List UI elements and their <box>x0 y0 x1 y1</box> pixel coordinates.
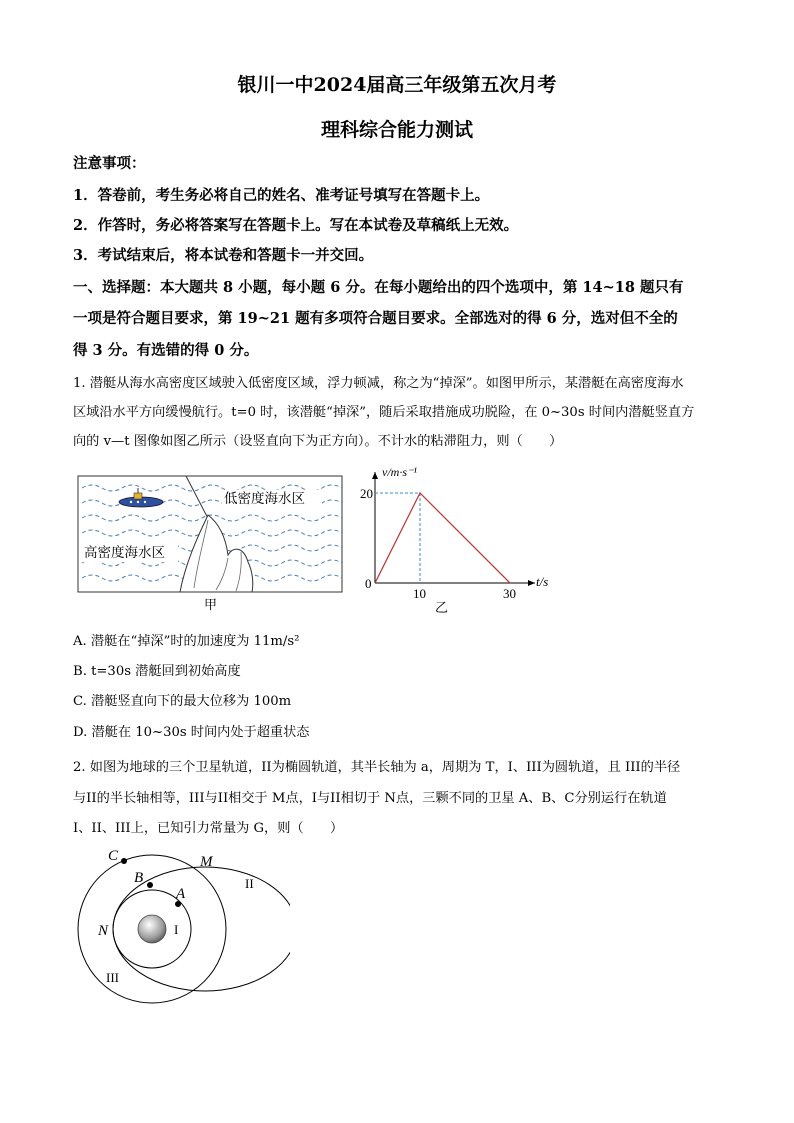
q1-stem: 区域沿水平方向缓慢航行。t=0 时，该潜艇“掉深”，随后采取措施成功脱险，在 0~30s 时间内潜艇竖直方 <box>73 405 695 420</box>
label-iii: III <box>106 970 119 985</box>
high-density-label: 高密度海水区 <box>84 545 165 560</box>
satellite-c <box>121 858 127 864</box>
y-axis-label: v/m·s⁻¹ <box>382 465 417 479</box>
section-instruction: 一、选择题：本大题共 8 小题，每小题 6 分。在每小题给出的四个选项中，第 14~18 题只有 <box>73 279 684 296</box>
section-instruction: 一项是符合题目要求，第 19~21 题有多项符合题目要求。全部选对的得 6 分，选对但不全的 <box>73 310 678 327</box>
figure-b-caption: 乙 <box>435 600 449 615</box>
label-a: A <box>176 886 186 902</box>
satellite-b <box>147 882 153 888</box>
exam-subtitle: 理科综合能力测试 <box>320 119 473 141</box>
q1-stem: 向的 v—t 图像如图乙所示（设竖直向下为正方向）。不计水的粘滞阻力，则（ ） <box>73 434 563 449</box>
q1-option-c[interactable]: C. 潜艇竖直向下的最大位移为 100m <box>73 694 292 709</box>
x-tick-label: 10 <box>413 586 426 601</box>
series-line-v <box>375 493 510 583</box>
figure-vt-chart <box>360 462 560 617</box>
figure-a-caption: 甲 <box>204 597 218 612</box>
earth-icon <box>138 915 166 943</box>
notice-item: 3．考试结束后，将本试卷和答题卡一并交回。 <box>73 247 374 264</box>
q2-stem: 与II的半长轴相等，III与II相交于 M点，I与II相切于 N点，三颗不同的卫星 A、B、C分别运行在轨道 <box>73 791 667 806</box>
x-tick-label: 30 <box>503 586 516 601</box>
low-density-label: 低密度海水区 <box>224 491 305 506</box>
exam-title: 银川一中2024届高三年级第五次月考 <box>237 74 557 96</box>
x-axis-label: t/s <box>536 574 549 589</box>
figure-orbits <box>70 840 290 1015</box>
q2-stem: I、II、III上，已知引力常量为 G，则（ ） <box>73 821 344 836</box>
q1-option-d[interactable]: D. 潜艇在 10~30s 时间内处于超重状态 <box>73 725 310 740</box>
q1-stem: 1. 潜艇从海水高密度区域驶入低密度区域，浮力顿减，称之为“掉深”。如图甲所示，某潜艇在高密度海水 <box>73 376 684 391</box>
label-c: C <box>108 848 119 864</box>
section-instruction: 得 3 分。有选错的得 0 分。 <box>73 342 259 359</box>
label-m: M <box>200 854 213 870</box>
notice-item: 2．作答时，务必将答案写在答题卡上。写在本试卷及草稿纸上无效。 <box>73 217 519 234</box>
label-ii: II <box>245 876 254 891</box>
label-n: N <box>98 923 109 939</box>
origin-label: 0 <box>365 576 372 591</box>
notice-item: 1．答卷前，考生务必将自己的姓名、准考证号填写在答题卡上。 <box>73 187 490 204</box>
notice-heading: 注意事项： <box>73 155 146 172</box>
figure-submarine <box>76 470 346 615</box>
q1-option-a[interactable]: A. 潜艇在“掉深”时的加速度为 11m/s² <box>73 634 300 649</box>
label-b: B <box>134 870 144 886</box>
q2-stem: 2. 如图为地球的三个卫星轨道，II为椭圆轨道，其半长轴为 a，周期为 T，I、III为圆轨道，且 III的半径 <box>73 760 681 775</box>
q1-option-b[interactable]: B. t=30s 潜艇回到初始高度 <box>73 664 241 679</box>
label-i: I <box>174 922 179 937</box>
y-tick-label: 20 <box>360 486 373 501</box>
